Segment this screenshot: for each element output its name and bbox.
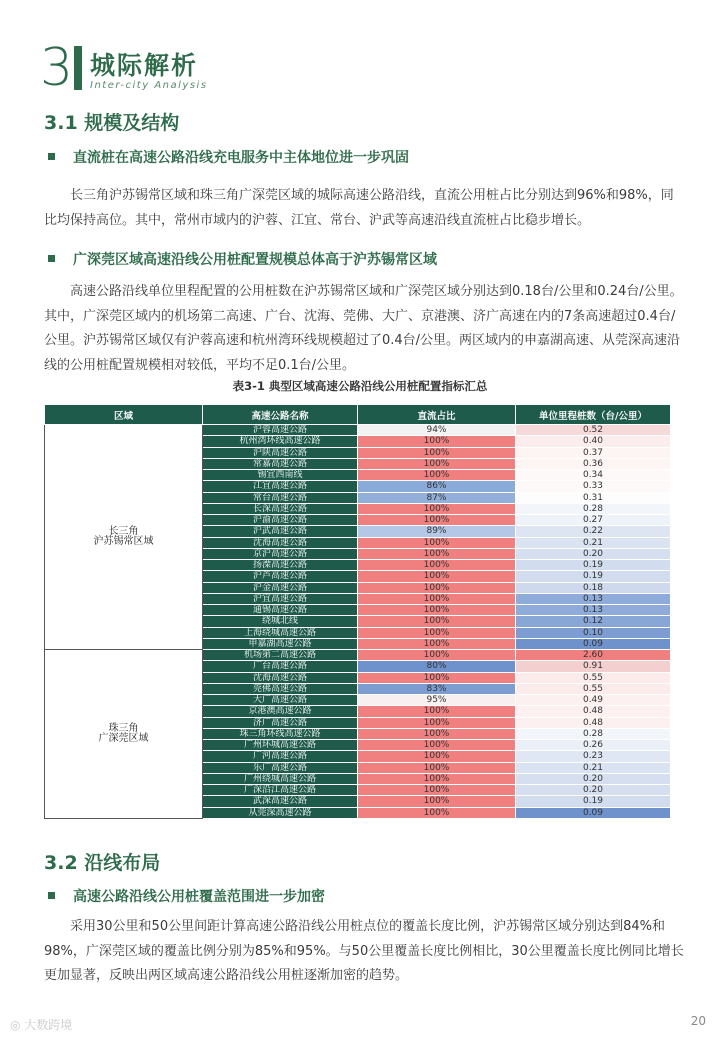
- density-cell: 0.20: [516, 773, 671, 784]
- dc-share-cell: 94%: [358, 425, 516, 436]
- paragraph-density: [44, 280, 684, 378]
- dc-share-cell: 100%: [358, 560, 516, 571]
- road-name-cell: 扬溧高速公路: [203, 560, 358, 571]
- chapter-subtitle: Inter-city Analysis: [90, 80, 208, 91]
- dc-share-cell: 100%: [358, 740, 516, 751]
- density-cell: 0.19: [516, 560, 671, 571]
- road-name-cell: 乐广高速公路: [203, 762, 358, 773]
- header-density: 单位里程桩数（台/公里）: [516, 405, 671, 425]
- density-cell: 0.13: [516, 593, 671, 604]
- density-cell: 0.52: [516, 425, 671, 436]
- dc-share-cell: 86%: [358, 481, 516, 492]
- dc-share-cell: 100%: [358, 436, 516, 447]
- density-cell: 0.22: [516, 526, 671, 537]
- dc-share-cell: 100%: [358, 796, 516, 807]
- density-cell: 0.12: [516, 616, 671, 627]
- paragraph-text: 采用30公里和50公里间距计算高速公路沿线公用桩点位的覆盖长度比例，沪苏锡常区域分别达到84%和98%，广深莞区域的覆盖比例分别为85%和95%。与50公里覆盖长度比例相比，30公里覆盖长度比例同比增长更加显著，反映出两区域高速公路沿线公用桩逐渐加密的趋势。: [44, 919, 684, 983]
- road-name-cell: 上海绕城高速公路: [203, 627, 358, 638]
- road-name-cell: 莞佛高速公路: [203, 683, 358, 694]
- region-cell: [45, 650, 203, 819]
- dc-share-cell: 100%: [358, 571, 516, 582]
- road-name-cell: 沈海高速公路: [203, 537, 358, 548]
- dc-share-cell: 100%: [358, 627, 516, 638]
- dc-share-cell: 100%: [358, 706, 516, 717]
- dc-share-cell: 100%: [358, 672, 516, 683]
- region-subname: 沪苏锡常区域: [93, 536, 154, 547]
- density-cell: 0.20: [516, 548, 671, 559]
- dc-share-cell: 100%: [358, 650, 516, 661]
- density-cell: 0.28: [516, 503, 671, 514]
- density-cell: 0.09: [516, 638, 671, 649]
- road-name-cell: 沪陕高速公路: [203, 447, 358, 458]
- density-cell: 0.21: [516, 762, 671, 773]
- subsection-title: 广深莞区域高速沿线公用桩配置规模总体高于沪苏锡常区域: [73, 252, 437, 268]
- dc-share-cell: 100%: [358, 548, 516, 559]
- density-cell: 0.23: [516, 751, 671, 762]
- chapter-title: 城际解析: [90, 51, 199, 80]
- dc-share-cell: 100%: [358, 582, 516, 593]
- road-name-cell: 广州环城高速公路: [203, 740, 358, 751]
- table-row: [45, 425, 671, 436]
- chapter-number: 3: [40, 38, 72, 98]
- dc-share-cell: 100%: [358, 605, 516, 616]
- bullet-square-icon: [48, 892, 55, 899]
- density-cell: 0.40: [516, 436, 671, 447]
- subsection-title: 直流桩在高速公路沿线充电服务中主体地位进一步巩固: [73, 150, 409, 166]
- dc-share-cell: 100%: [358, 515, 516, 526]
- paragraph-text: 高速公路沿线单位里程配置的公用桩数在沪苏锡常区域和广深莞区域分别达到0.18台/公里和0.24台/公里。其中，广深莞区域内的机场第二高速、广台、沈海、莞佛、大广、京港澳、济广高速在内的7条高速超过0.4台/公里。沪苏锡常区域仅有沪蓉高速和杭州湾环线规模超过了0.4台/公里。两区域内的申嘉湖高速、从莞深高速沿线的公用桩配置规模相对较低，平均不足0.1台/公里。: [44, 284, 683, 373]
- subsection-heading-dc-share: [48, 147, 409, 167]
- dc-share-cell: 100%: [358, 807, 516, 818]
- road-name-cell: 广河高速公路: [203, 751, 358, 762]
- road-name-cell: 长深高速公路: [203, 503, 358, 514]
- density-cell: 0.48: [516, 706, 671, 717]
- density-cell: 0.91: [516, 661, 671, 672]
- dc-share-cell: 100%: [358, 751, 516, 762]
- subsection-heading-coverage: [48, 886, 325, 906]
- density-cell: 0.33: [516, 481, 671, 492]
- road-name-cell: 京沪高速公路: [203, 548, 358, 559]
- region-subname: 广深莞区域: [98, 732, 149, 744]
- header-region: 区域: [45, 405, 203, 425]
- density-cell: 0.34: [516, 470, 671, 481]
- subsection-heading-density: [48, 249, 437, 269]
- dc-share-cell: 100%: [358, 638, 516, 649]
- page-number: 20: [690, 1014, 706, 1028]
- region-name: 珠三角: [108, 722, 139, 734]
- section-title-3-1: 3.1 规模及结构: [44, 112, 180, 134]
- region-name: 长三角: [108, 526, 139, 537]
- paragraph-dc-share: [44, 184, 684, 233]
- road-name-cell: 沪金高速公路: [203, 582, 358, 593]
- road-name-cell: 武深高速公路: [203, 796, 358, 807]
- watermark-icon: ◎: [10, 1018, 25, 1032]
- road-name-cell: 通锡高速公路: [203, 605, 358, 616]
- road-name-cell: 广深沿江高速公路: [203, 785, 358, 796]
- table-caption: 表3-1 典型区域高速公路沿线公用桩配置指标汇总: [232, 379, 488, 393]
- header-road: 高速公路名称: [203, 405, 358, 425]
- dc-share-cell: 100%: [358, 537, 516, 548]
- road-name-cell: 从莞深高速公路: [203, 807, 358, 818]
- subsection-title: 高速公路沿线公用桩覆盖范围进一步加密: [73, 889, 325, 905]
- density-cell: 0.13: [516, 605, 671, 616]
- section-title-3-2: 3.2 沿线布局: [44, 852, 161, 874]
- dc-share-cell: 100%: [358, 503, 516, 514]
- density-cell: 0.48: [516, 717, 671, 728]
- density-cell: 0.31: [516, 492, 671, 503]
- road-name-cell: 济广高速公路: [203, 717, 358, 728]
- density-cell: 0.10: [516, 627, 671, 638]
- density-cell: 0.55: [516, 672, 671, 683]
- road-name-cell: 大广高速公路: [203, 695, 358, 706]
- density-cell: 0.19: [516, 796, 671, 807]
- density-cell: 0.27: [516, 515, 671, 526]
- density-cell: 0.26: [516, 740, 671, 751]
- region-cell: [45, 425, 203, 650]
- dc-share-cell: 100%: [358, 593, 516, 604]
- density-cell: 0.55: [516, 683, 671, 694]
- paragraph-text: 长三角沪苏锡常区域和珠三角广深莞区域的城际高速公路沿线，直流公用桩占比分别达到96%和98%，同比均保持高位。其中，常州市域内的沪蓉、江宜、常台、沪武等高速沿线直流桩占比稳步增长。: [44, 188, 674, 228]
- road-name-cell: 常嘉高速公路: [203, 458, 358, 469]
- density-cell: 0.49: [516, 695, 671, 706]
- density-cell: 0.20: [516, 785, 671, 796]
- road-name-cell: 江宜高速公路: [203, 481, 358, 492]
- chapter-bar: [74, 46, 82, 90]
- table-row: [45, 650, 671, 661]
- dc-share-cell: 100%: [358, 458, 516, 469]
- dc-share-cell: 100%: [358, 447, 516, 458]
- road-name-cell: 沪渝高速公路: [203, 515, 358, 526]
- density-cell: 0.21: [516, 537, 671, 548]
- road-name-cell: 广台高速公路: [203, 661, 358, 672]
- dc-share-cell: 95%: [358, 695, 516, 706]
- road-name-cell: 沪宜高速公路: [203, 593, 358, 604]
- dc-share-cell: 89%: [358, 526, 516, 537]
- road-name-cell: 沪武高速公路: [203, 526, 358, 537]
- watermark-text: 大数跨境: [24, 1018, 73, 1032]
- watermark: [10, 1016, 72, 1033]
- dc-share-cell: 100%: [358, 717, 516, 728]
- density-cell: 0.09: [516, 807, 671, 818]
- road-name-cell: 杭州湾环线高速公路: [203, 436, 358, 447]
- header-dc-share: 直流占比: [358, 405, 516, 425]
- density-cell: 0.37: [516, 447, 671, 458]
- road-name-cell: 广州绕城高速公路: [203, 773, 358, 784]
- road-name-cell: 沪蓉高速公路: [203, 425, 358, 436]
- density-cell: 0.36: [516, 458, 671, 469]
- dc-share-cell: 80%: [358, 661, 516, 672]
- road-name-cell: 京港澳高速公路: [203, 706, 358, 717]
- table-header-row: [45, 405, 671, 425]
- dc-share-cell: 83%: [358, 683, 516, 694]
- road-name-cell: 珠三角环线高速公路: [203, 728, 358, 739]
- dc-share-cell: 100%: [358, 728, 516, 739]
- density-cell: 0.28: [516, 728, 671, 739]
- road-name-cell: 沈海高速公路: [203, 672, 358, 683]
- density-cell: 0.19: [516, 571, 671, 582]
- road-name-cell: 常台高速公路: [203, 492, 358, 503]
- dc-share-cell: 87%: [358, 492, 516, 503]
- bullet-square-icon: [48, 153, 55, 160]
- road-name-cell: 机场第二高速公路: [203, 650, 358, 661]
- dc-share-cell: 100%: [358, 470, 516, 481]
- dc-share-cell: 100%: [358, 616, 516, 627]
- charging-pile-table: [44, 404, 671, 819]
- paragraph-coverage: [44, 915, 684, 989]
- road-name-cell: 申嘉湖高速公路: [203, 638, 358, 649]
- bullet-square-icon: [48, 255, 55, 262]
- road-name-cell: 锡宜西南线: [203, 470, 358, 481]
- road-name-cell: 沪芦高速公路: [203, 571, 358, 582]
- dc-share-cell: 100%: [358, 785, 516, 796]
- road-name-cell: 绕城北线: [203, 616, 358, 627]
- density-cell: 2.60: [516, 650, 671, 661]
- density-cell: 0.18: [516, 582, 671, 593]
- dc-share-cell: 100%: [358, 762, 516, 773]
- dc-share-cell: 100%: [358, 773, 516, 784]
